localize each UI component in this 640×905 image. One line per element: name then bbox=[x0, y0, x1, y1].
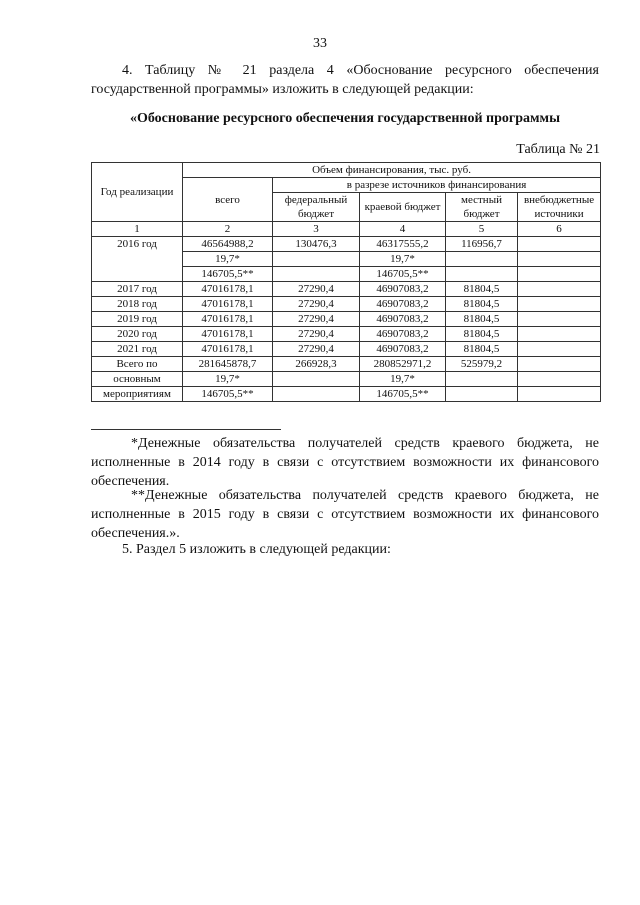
federal-cell: 27290,4 bbox=[273, 327, 360, 342]
total-cell: 47016178,1 bbox=[183, 282, 273, 297]
year-cell: 2019 год bbox=[92, 312, 183, 327]
federal-cell: 27290,4 bbox=[273, 297, 360, 312]
extra-cell bbox=[518, 327, 601, 342]
regional-cell: 19,7* bbox=[360, 252, 446, 267]
regional-cell: 46317555,2 bbox=[360, 237, 446, 252]
intro-paragraph: 4. Таблицу № 21 раздела 4 «Обоснование ресурсного обеспечения государственной программы» изложить в следующей редакции: bbox=[91, 63, 599, 97]
regional-cell: 146705,5** bbox=[360, 387, 446, 402]
extra-cell bbox=[518, 357, 601, 372]
extra-cell bbox=[518, 237, 601, 252]
total-cell: 146705,5** bbox=[183, 267, 273, 282]
header-volume: Объем финансирования, тыс. руб. bbox=[183, 163, 601, 178]
regional-cell: 46907083,2 bbox=[360, 312, 446, 327]
column-number: 2 bbox=[183, 222, 273, 237]
extra-cell bbox=[518, 312, 601, 327]
federal-cell: 27290,4 bbox=[273, 312, 360, 327]
page-number: 33 bbox=[313, 36, 327, 51]
year-cell: 2017 год bbox=[92, 282, 183, 297]
federal-cell bbox=[273, 267, 360, 282]
year-cell: 2020 год bbox=[92, 327, 183, 342]
column-number: 6 bbox=[518, 222, 601, 237]
table-row bbox=[92, 387, 601, 402]
section-5-paragraph: 5. Раздел 5 изложить в следующей редакции: bbox=[122, 542, 391, 557]
footnote-rule bbox=[91, 429, 281, 430]
column-number: 4 bbox=[360, 222, 446, 237]
regional-cell: 46907083,2 bbox=[360, 282, 446, 297]
local-cell: 81804,5 bbox=[446, 312, 518, 327]
year-cell: 2016 год bbox=[92, 237, 183, 282]
federal-cell: 27290,4 bbox=[273, 282, 360, 297]
local-cell: 116956,7 bbox=[446, 237, 518, 252]
regional-cell: 46907083,2 bbox=[360, 297, 446, 312]
total-cell: 47016178,1 bbox=[183, 297, 273, 312]
local-cell bbox=[446, 252, 518, 267]
year-cell: 2021 год bbox=[92, 342, 183, 357]
header-extra: внебюджетные источники bbox=[518, 193, 601, 222]
total-label-line: основным bbox=[92, 372, 183, 387]
table-row bbox=[92, 342, 601, 357]
local-cell: 81804,5 bbox=[446, 342, 518, 357]
header-total: всего bbox=[183, 178, 273, 222]
section-heading: «Обоснование ресурсного обеспечения государственной программы bbox=[129, 111, 561, 126]
local-cell bbox=[446, 387, 518, 402]
regional-cell: 146705,5** bbox=[360, 267, 446, 282]
table-row bbox=[92, 297, 601, 312]
regional-cell: 280852971,2 bbox=[360, 357, 446, 372]
total-cell: 19,7* bbox=[183, 252, 273, 267]
column-number-row bbox=[92, 222, 601, 237]
table-row bbox=[92, 282, 601, 297]
extra-cell bbox=[518, 342, 601, 357]
table-row bbox=[92, 357, 601, 372]
federal-cell: 27290,4 bbox=[273, 342, 360, 357]
footnote-1: *Денежные обязательства получателей средств краевого бюджета, не исполненные в 2014 году в связи с отсутствием возможности их финансового обеспечения. bbox=[91, 436, 599, 489]
regional-cell: 19,7* bbox=[360, 372, 446, 387]
local-cell: 81804,5 bbox=[446, 297, 518, 312]
total-label-line: мероприятиям bbox=[92, 387, 183, 402]
local-cell: 81804,5 bbox=[446, 327, 518, 342]
total-cell: 47016178,1 bbox=[183, 312, 273, 327]
table-header-row bbox=[92, 163, 601, 178]
table-caption: Таблица № 21 bbox=[516, 142, 600, 157]
table-row bbox=[92, 237, 601, 252]
column-number: 5 bbox=[446, 222, 518, 237]
local-cell bbox=[446, 267, 518, 282]
header-year: Год реализации bbox=[92, 163, 183, 222]
extra-cell bbox=[518, 282, 601, 297]
column-number: 3 bbox=[273, 222, 360, 237]
total-cell: 19,7* bbox=[183, 372, 273, 387]
year-cell: 2018 год bbox=[92, 297, 183, 312]
header-local: местный бюджет bbox=[446, 193, 518, 222]
extra-cell bbox=[518, 387, 601, 402]
footnote-2: **Денежные обязательства получателей средств краевого бюджета, не исполненные в 2015 году в связи с отсутствием возможности их финансового обеспечения.». bbox=[91, 488, 599, 541]
local-cell: 81804,5 bbox=[446, 282, 518, 297]
federal-cell bbox=[273, 372, 360, 387]
extra-cell bbox=[518, 267, 601, 282]
column-number: 1 bbox=[92, 222, 183, 237]
financing-table bbox=[91, 162, 601, 402]
header-regional: краевой бюджет bbox=[360, 193, 446, 222]
federal-cell: 266928,3 bbox=[273, 357, 360, 372]
header-by-source: в разрезе источников финансирования bbox=[273, 178, 601, 193]
federal-cell bbox=[273, 252, 360, 267]
extra-cell bbox=[518, 252, 601, 267]
total-cell: 146705,5** bbox=[183, 387, 273, 402]
total-cell: 281645878,7 bbox=[183, 357, 273, 372]
extra-cell bbox=[518, 372, 601, 387]
local-cell bbox=[446, 372, 518, 387]
regional-cell: 46907083,2 bbox=[360, 342, 446, 357]
federal-cell bbox=[273, 387, 360, 402]
extra-cell bbox=[518, 297, 601, 312]
table-row bbox=[92, 327, 601, 342]
total-cell: 46564988,2 bbox=[183, 237, 273, 252]
total-cell: 47016178,1 bbox=[183, 327, 273, 342]
federal-cell: 130476,3 bbox=[273, 237, 360, 252]
regional-cell: 46907083,2 bbox=[360, 327, 446, 342]
local-cell: 525979,2 bbox=[446, 357, 518, 372]
total-cell: 47016178,1 bbox=[183, 342, 273, 357]
total-label-line: Всего по bbox=[92, 357, 183, 372]
table-row bbox=[92, 372, 601, 387]
table-row bbox=[92, 312, 601, 327]
header-federal: федеральный бюджет bbox=[273, 193, 360, 222]
